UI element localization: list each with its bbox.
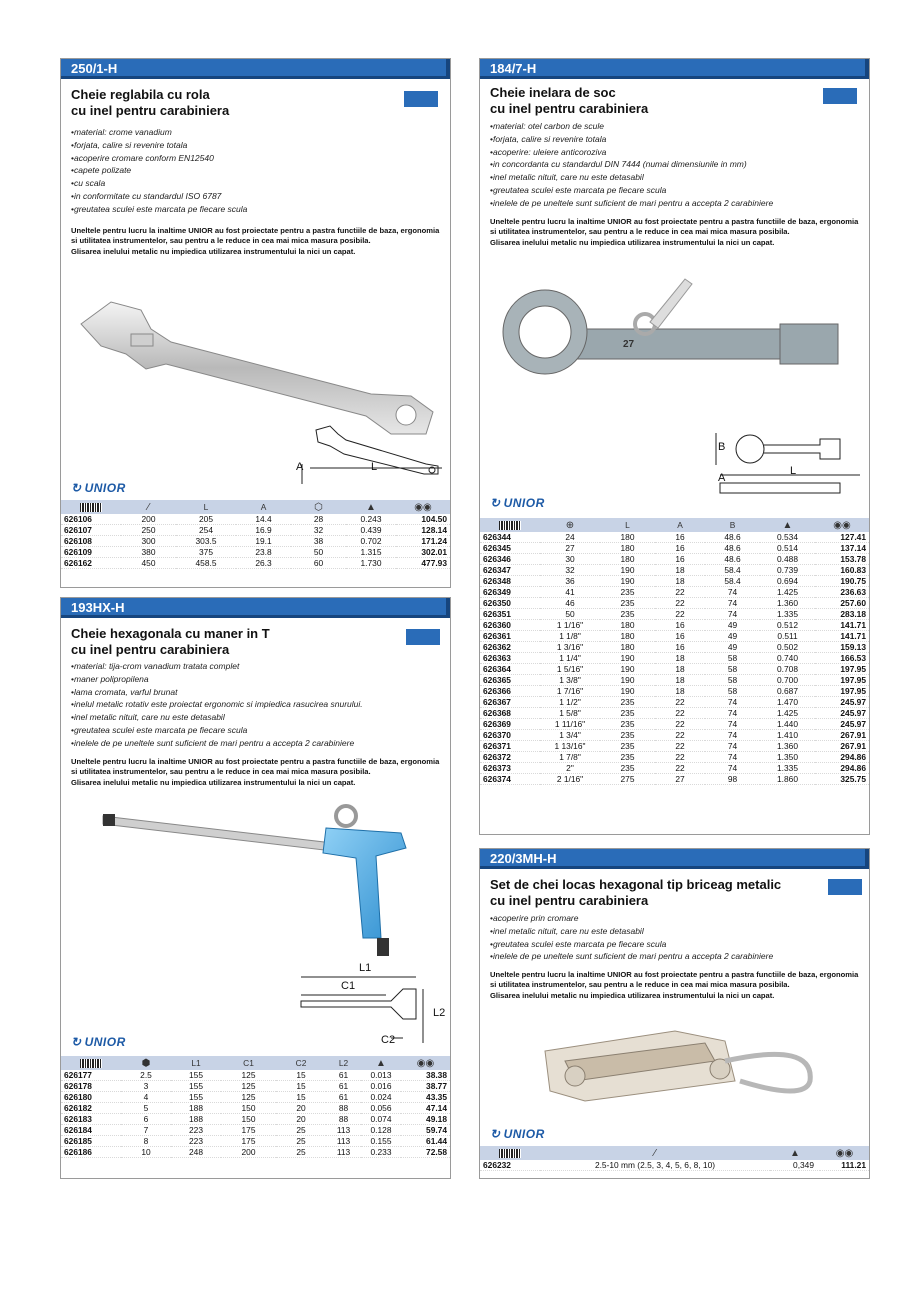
unior-logo: ↻ UNIOR [71, 481, 126, 495]
feature-item: • material: tija-crom vanadium tratata complet [71, 660, 363, 673]
price-coins-icon: ◉◉ [835, 1147, 854, 1159]
product-card-184-7-h [479, 58, 870, 835]
col-header: C1 [221, 1056, 276, 1070]
barcode-icon [80, 1059, 102, 1068]
product-title: Cheie hexagonala cu maner in T cu inel pentru carabiniera [71, 626, 270, 657]
feature-item: • in concordanta cu standardul DIN 7444 (numai dimensiunile in mm) [490, 158, 773, 171]
barcode-icon [499, 521, 521, 530]
unior-logo: ↻ UNIOR [490, 496, 545, 510]
feature-list [71, 126, 247, 216]
col-header: L [600, 518, 655, 532]
weight-icon: ▲ [376, 1057, 386, 1069]
dim-label-l1: L1 [359, 962, 372, 974]
category-tag [406, 629, 440, 645]
table-row: 626182 5 188 150 20 88 0.056 47.14 [61, 1103, 450, 1114]
feature-item: • greutatea sculei este marcata pe fiecare scula [490, 938, 773, 951]
feature-item: • maner polipropilena [71, 673, 363, 686]
specs-table [61, 500, 450, 569]
table-row: 626360 1 1/16" 180 16 49 0.512 141.71 [480, 620, 869, 631]
feature-item: • forjata, calire si revenire totala [71, 139, 247, 152]
barcode-icon [80, 503, 102, 512]
feature-item: • in conformitate cu standardul ISO 6787 [71, 190, 247, 203]
weight-header [760, 518, 815, 532]
feature-item: • inel metalic nituit, care nu este detasabil [490, 925, 773, 938]
weight-header [346, 500, 396, 514]
dimension-diagram [286, 424, 446, 489]
product-card-220-3mh-h [479, 848, 870, 1179]
dimension-diagram [710, 429, 865, 499]
price-header [401, 1056, 450, 1070]
hexagon-icon: ⬡ [314, 501, 323, 513]
table-row: 626180 4 155 125 15 61 0.024 43.35 [61, 1092, 450, 1103]
dim-label-l2: L2 [433, 1007, 446, 1019]
barcode-header [61, 1056, 121, 1070]
product-title: Cheie reglabila cu rola cu inel pentru carabiniera [71, 87, 230, 118]
usage-note: Uneltele pentru lucru la inaltime UNIOR au fost proiectate pentru a pastra functiile de baza, ergonomia si utilitatea instrumentelor, sau pentru a le reduce in cea mai mica masura posibila. Glisarea inelului metalic nu impiedica utilizarea instrumentului la nici un capat. [490, 217, 859, 247]
table-row: 626363 1 1/4" 190 18 58 0.740 166.53 [480, 653, 869, 664]
barcode-icon [499, 1149, 521, 1158]
table-row: 626373 2" 235 22 74 1.335 294.86 [480, 763, 869, 774]
slogging-ring-wrench-image [500, 274, 850, 384]
product-title: Set de chei locas hexagonal tip briceag metalic cu inel pentru carabiniera [490, 877, 782, 908]
table-row: 626371 1 13/16" 235 22 74 1.360 267.91 [480, 741, 869, 752]
feature-item: • inelele de pe uneltele sunt suficient de mari pentru a accepta 2 carabiniere [490, 197, 773, 210]
table-row: 626107 250 254 16.9 32 0.439 128.14 [61, 525, 450, 536]
specs-table [480, 518, 869, 785]
weight-header [770, 1146, 820, 1160]
feature-list [490, 120, 773, 210]
table-row: 626347 32 190 18 58.4 0.739 160.83 [480, 565, 869, 576]
wrench-size-header [540, 1146, 770, 1160]
price-header [396, 500, 450, 514]
feature-item: • inel metalic nituit, care nu este detasabil [490, 171, 773, 184]
feature-item: • acoperire cromare conform EN12540 [71, 152, 247, 165]
table-row: 626186 10 248 200 25 113 0.233 72.58 [61, 1147, 450, 1158]
table-row: 626184 7 223 175 25 113 0.128 59.74 [61, 1125, 450, 1136]
weight-icon: ▲ [366, 501, 376, 513]
barcode-header [480, 1146, 540, 1160]
feature-item: • inelele de pe uneltele sunt suficient de mari pentru a accepta 2 carabiniere [490, 950, 773, 963]
feature-item: • material: otel carbon de scule [490, 120, 773, 133]
table-row: 626345 27 180 16 48.6 0.514 137.14 [480, 543, 869, 554]
feature-item: • forjata, calire si revenire totala [490, 133, 773, 146]
product-code: 184/7-H [480, 59, 869, 79]
feature-item: • lama cromata, varful brunat [71, 686, 363, 699]
dim-label-a: A [296, 461, 304, 473]
wrench-size-icon: ⁄ [147, 501, 150, 513]
feature-item: • greutatea sculei este marcata pe fiecare scula [71, 203, 247, 216]
unior-logo: ↻ UNIOR [71, 1035, 126, 1049]
specs-table [480, 1146, 869, 1171]
hex-header [291, 500, 346, 514]
table-row: 626370 1 3/4" 235 22 74 1.410 267.91 [480, 730, 869, 741]
table-row: 626178 3 155 125 15 61 0.016 38.77 [61, 1081, 450, 1092]
wrench-size-icon: ⁄ [654, 1147, 656, 1159]
table-row: 626106 200 205 14.4 28 0.243 104.50 [61, 514, 450, 525]
product-title: Cheie inelara de soc cu inel pentru carabiniera [490, 85, 649, 116]
table-row: 626362 1 3/16" 180 16 49 0.502 159.13 [480, 642, 869, 653]
dim-label-l: L [790, 465, 797, 477]
specs-table [61, 1056, 450, 1158]
product-card-250-1-h [60, 58, 451, 588]
col-header: C2 [276, 1056, 326, 1070]
usage-note: Uneltele pentru lucru la inaltime UNIOR au fost proiectate pentru a pastra functiile de baza, ergonomia si utilitatea instrumentelor, sau pentru a le reduce in cea mai mica masura posibila. Glisarea inelului metalic nu impiedica utilizarea instrumentului la nici un capat. [490, 970, 859, 1000]
table-row: 626364 1 5/16" 190 18 58 0.708 197.95 [480, 664, 869, 675]
feature-item: • capete polizate [71, 164, 247, 177]
feature-item: • acoperire prin cromare [490, 912, 773, 925]
price-coins-icon: ◉◉ [416, 1057, 435, 1069]
feature-list [490, 912, 773, 963]
category-tag [404, 91, 438, 107]
wrench-stamp: 27 [623, 339, 635, 350]
weight-header [361, 1056, 401, 1070]
col-header: L [176, 500, 236, 514]
twelve-point-ring-icon: ⊕ [565, 519, 575, 531]
col-header: L2 [326, 1056, 361, 1070]
table-row: 626344 24 180 16 48.6 0.534 127.41 [480, 532, 869, 543]
price-header [815, 518, 869, 532]
table-row: 626350 46 235 22 74 1.360 257.60 [480, 598, 869, 609]
feature-item: • inel metalic nituit, care nu este detasabil [71, 711, 363, 724]
table-row: 626162 450 458.5 26.3 60 1.730 477.93 [61, 558, 450, 569]
dim-label-l: L [371, 461, 378, 473]
table-row: 626109 380 375 23.8 50 1.315 302.01 [61, 547, 450, 558]
weight-icon: ▲ [782, 519, 793, 531]
feature-item: • greutatea sculei este marcata pe fiecare scula [71, 724, 363, 737]
dim-label-a: A [718, 472, 726, 484]
wrench-size-header [121, 500, 176, 514]
category-tag [823, 88, 857, 104]
table-row: 626183 6 188 150 20 88 0.074 49.18 [61, 1114, 450, 1125]
hex-header [121, 1056, 171, 1070]
product-code: 250/1-H [61, 59, 450, 79]
feature-item: • inelele de pe uneltele sunt suficient de mari pentru a accepta 2 carabiniere [71, 737, 363, 750]
hexagon-icon: ⬢ [141, 1057, 151, 1069]
table-row: 626346 30 180 16 48.6 0.488 153.78 [480, 554, 869, 565]
table-row: 626351 50 235 22 74 1.335 283.18 [480, 609, 869, 620]
feature-item: • material: crome vanadium [71, 126, 247, 139]
col-header: B [705, 518, 760, 532]
table-row: 626366 1 7/16" 190 18 58 0.687 197.95 [480, 686, 869, 697]
price-header [820, 1146, 869, 1160]
barcode-header [61, 500, 121, 514]
col-header: L1 [171, 1056, 221, 1070]
table-row: 626348 36 190 18 58.4 0.694 190.75 [480, 576, 869, 587]
weight-icon: ▲ [790, 1147, 800, 1159]
hex-key-t-handle-image [101, 798, 421, 968]
product-code: 193HX-H [61, 598, 450, 618]
table-row: 626177 2.5 155 125 15 61 0.013 38.38 [61, 1070, 450, 1081]
feature-item: • greutatea sculei este marcata pe fiecare scula [490, 184, 773, 197]
feature-item: • cu scala [71, 177, 247, 190]
product-card-193hx-h [60, 597, 451, 1179]
dimension-diagram [291, 963, 446, 1053]
table-row: 626374 2 1/16" 275 27 98 1.860 325.75 [480, 774, 869, 785]
table-row: 626367 1 1/2" 235 22 74 1.470 245.97 [480, 697, 869, 708]
category-tag [828, 879, 862, 895]
table-row: 626232 2.5-10 mm (2.5, 3, 4, 5, 6, 8, 10) 0,349 111.21 [480, 1160, 869, 1171]
price-coins-icon: ◉◉ [833, 519, 851, 531]
unior-logo: ↻ UNIOR [490, 1127, 545, 1141]
table-row: 626349 41 235 22 74 1.425 236.63 [480, 587, 869, 598]
table-row: 626361 1 1/8" 180 16 49 0.511 141.71 [480, 631, 869, 642]
usage-note: Uneltele pentru lucru la inaltime UNIOR au fost proiectate pentru a pastra functiile de baza, ergonomia si utilitatea instrumentelor, sau pentru a le reduce in cea mai mica masura posibila. Glisarea inelului metalic nu impiedica utilizarea instrumentului la nici un capat. [71, 757, 440, 787]
barcode-header [480, 518, 540, 532]
product-code: 220/3MH-H [480, 849, 869, 869]
feature-item: • inelul metalic rotativ este proiectat ergonomic si impiedica rasucirea snurului. [71, 698, 363, 711]
feature-item: • acoperire: uleiere anticoroziva [490, 146, 773, 159]
table-row: 626185 8 223 175 25 113 0.155 61.44 [61, 1136, 450, 1147]
usage-note: Uneltele pentru lucru la inaltime UNIOR au fost proiectate pentru a pastra functiile de baza, ergonomia si utilitatea instrumentelor, sau pentru a le reduce in cea mai mica masura posibila. Glisarea inelului metalic nu impiedica utilizarea instrumentului la nici un capat. [71, 226, 440, 256]
hex-header [540, 518, 600, 532]
table-row: 626372 1 7/8" 235 22 74 1.350 294.86 [480, 752, 869, 763]
price-coins-icon: ◉◉ [414, 501, 432, 513]
col-header: A [655, 518, 705, 532]
dim-label-c1: C1 [341, 980, 356, 992]
feature-list [71, 660, 363, 750]
table-row: 626368 1 5/8" 235 22 74 1.425 245.97 [480, 708, 869, 719]
dim-label-b: B [718, 441, 726, 453]
col-header: A [236, 500, 291, 514]
folding-hex-key-set-image [525, 1021, 825, 1116]
table-row: 626365 1 3/8" 190 18 58 0.700 197.95 [480, 675, 869, 686]
table-row: 626108 300 303.5 19.1 38 0.702 171.24 [61, 536, 450, 547]
dim-label-c2: C2 [381, 1034, 396, 1046]
table-row: 626369 1 11/16" 235 22 74 1.440 245.97 [480, 719, 869, 730]
